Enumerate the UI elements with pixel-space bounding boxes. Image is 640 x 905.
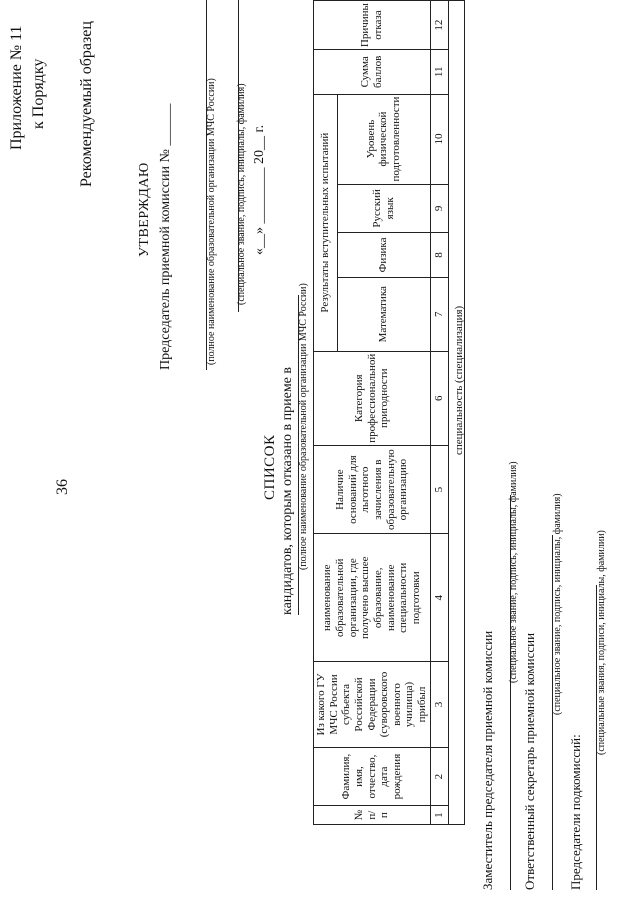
subcommittee-chairs-label: Председатели подкомиссий:: [568, 734, 583, 890]
column-number: 2: [430, 747, 448, 805]
column-number: 8: [430, 233, 448, 278]
column-number: 9: [430, 184, 448, 233]
org-name-caption: (полное наименование образовательной организации МЧС России): [298, 283, 309, 570]
header-math: Математика: [337, 277, 430, 351]
header-category: Категория профессиональной пригодности: [314, 351, 431, 445]
approval-chair: Председатель приемной комиссии № ______: [158, 103, 173, 370]
secretary-label: Ответственный секретарь приемной комиссии: [522, 632, 537, 890]
column-number: 1: [430, 806, 448, 825]
header-name: Фамилия, имя, отчество, дата рождения: [314, 747, 431, 805]
column-number: 4: [430, 534, 448, 662]
header-russian: Русский язык: [337, 184, 430, 233]
column-number: 6: [430, 351, 448, 445]
specialty-caption: специальность (специализация): [453, 305, 465, 455]
appendix-number: Приложение № 11: [8, 25, 25, 150]
secretary-signature-caption: (специальное звание, подпись, инициалы, фамилия): [552, 493, 563, 715]
approval-org-caption: (полное наименование образовательной организации МЧС России): [206, 78, 217, 365]
header-education: наименование образовательной организации, где получено высшее образование, наименование специальности подготовки: [314, 534, 431, 662]
document-subtitle: кандидатов, которым отказано в приеме в: [280, 366, 295, 615]
header-fitness: Уровень физической подготовленности: [337, 94, 430, 184]
header-num: № п/п: [314, 806, 431, 825]
header-exam-results: Результаты вступительных испытаний: [314, 94, 338, 351]
column-number: 12: [430, 1, 448, 50]
approval-person-caption: (специальное звание, подпись, инициалы, фамилия): [236, 83, 247, 305]
candidates-table: [313, 0, 465, 825]
column-number: 10: [430, 94, 448, 184]
column-number: 3: [430, 662, 448, 748]
approval-heading: УТВЕРЖДАЮ: [137, 162, 152, 257]
appendix-reference: к Порядку: [30, 58, 47, 129]
deputy-chair-label: Заместитель председателя приемной комиссии: [480, 630, 495, 890]
header-benefits: Наличие оснований для льготного зачисления в образовательную организацию: [314, 445, 431, 534]
document-title: СПИСОК: [262, 434, 278, 500]
header-reasons: Причины отказа: [314, 1, 431, 50]
header-score-sum: Сумма баллов: [314, 50, 431, 94]
subcommittee-signature-caption: (специальные звания, подписи, инициалы, фамилии): [596, 530, 607, 755]
column-number: 11: [430, 50, 448, 94]
approval-date: «__» ________ 20__ г.: [252, 124, 267, 255]
column-number: 5: [430, 445, 448, 534]
deputy-signature-caption: (специальное звание, подпись, инициалы, фамилия): [508, 461, 519, 683]
header-region: Из какого ГУ МЧС России субъекта Российской Федерации (суворовского военного училища) прибыл: [314, 662, 431, 748]
page-number: 36: [54, 479, 71, 495]
sample-label: Рекомендуемый образец: [78, 21, 95, 187]
column-number: 7: [430, 277, 448, 351]
header-physics: Физика: [337, 233, 430, 278]
